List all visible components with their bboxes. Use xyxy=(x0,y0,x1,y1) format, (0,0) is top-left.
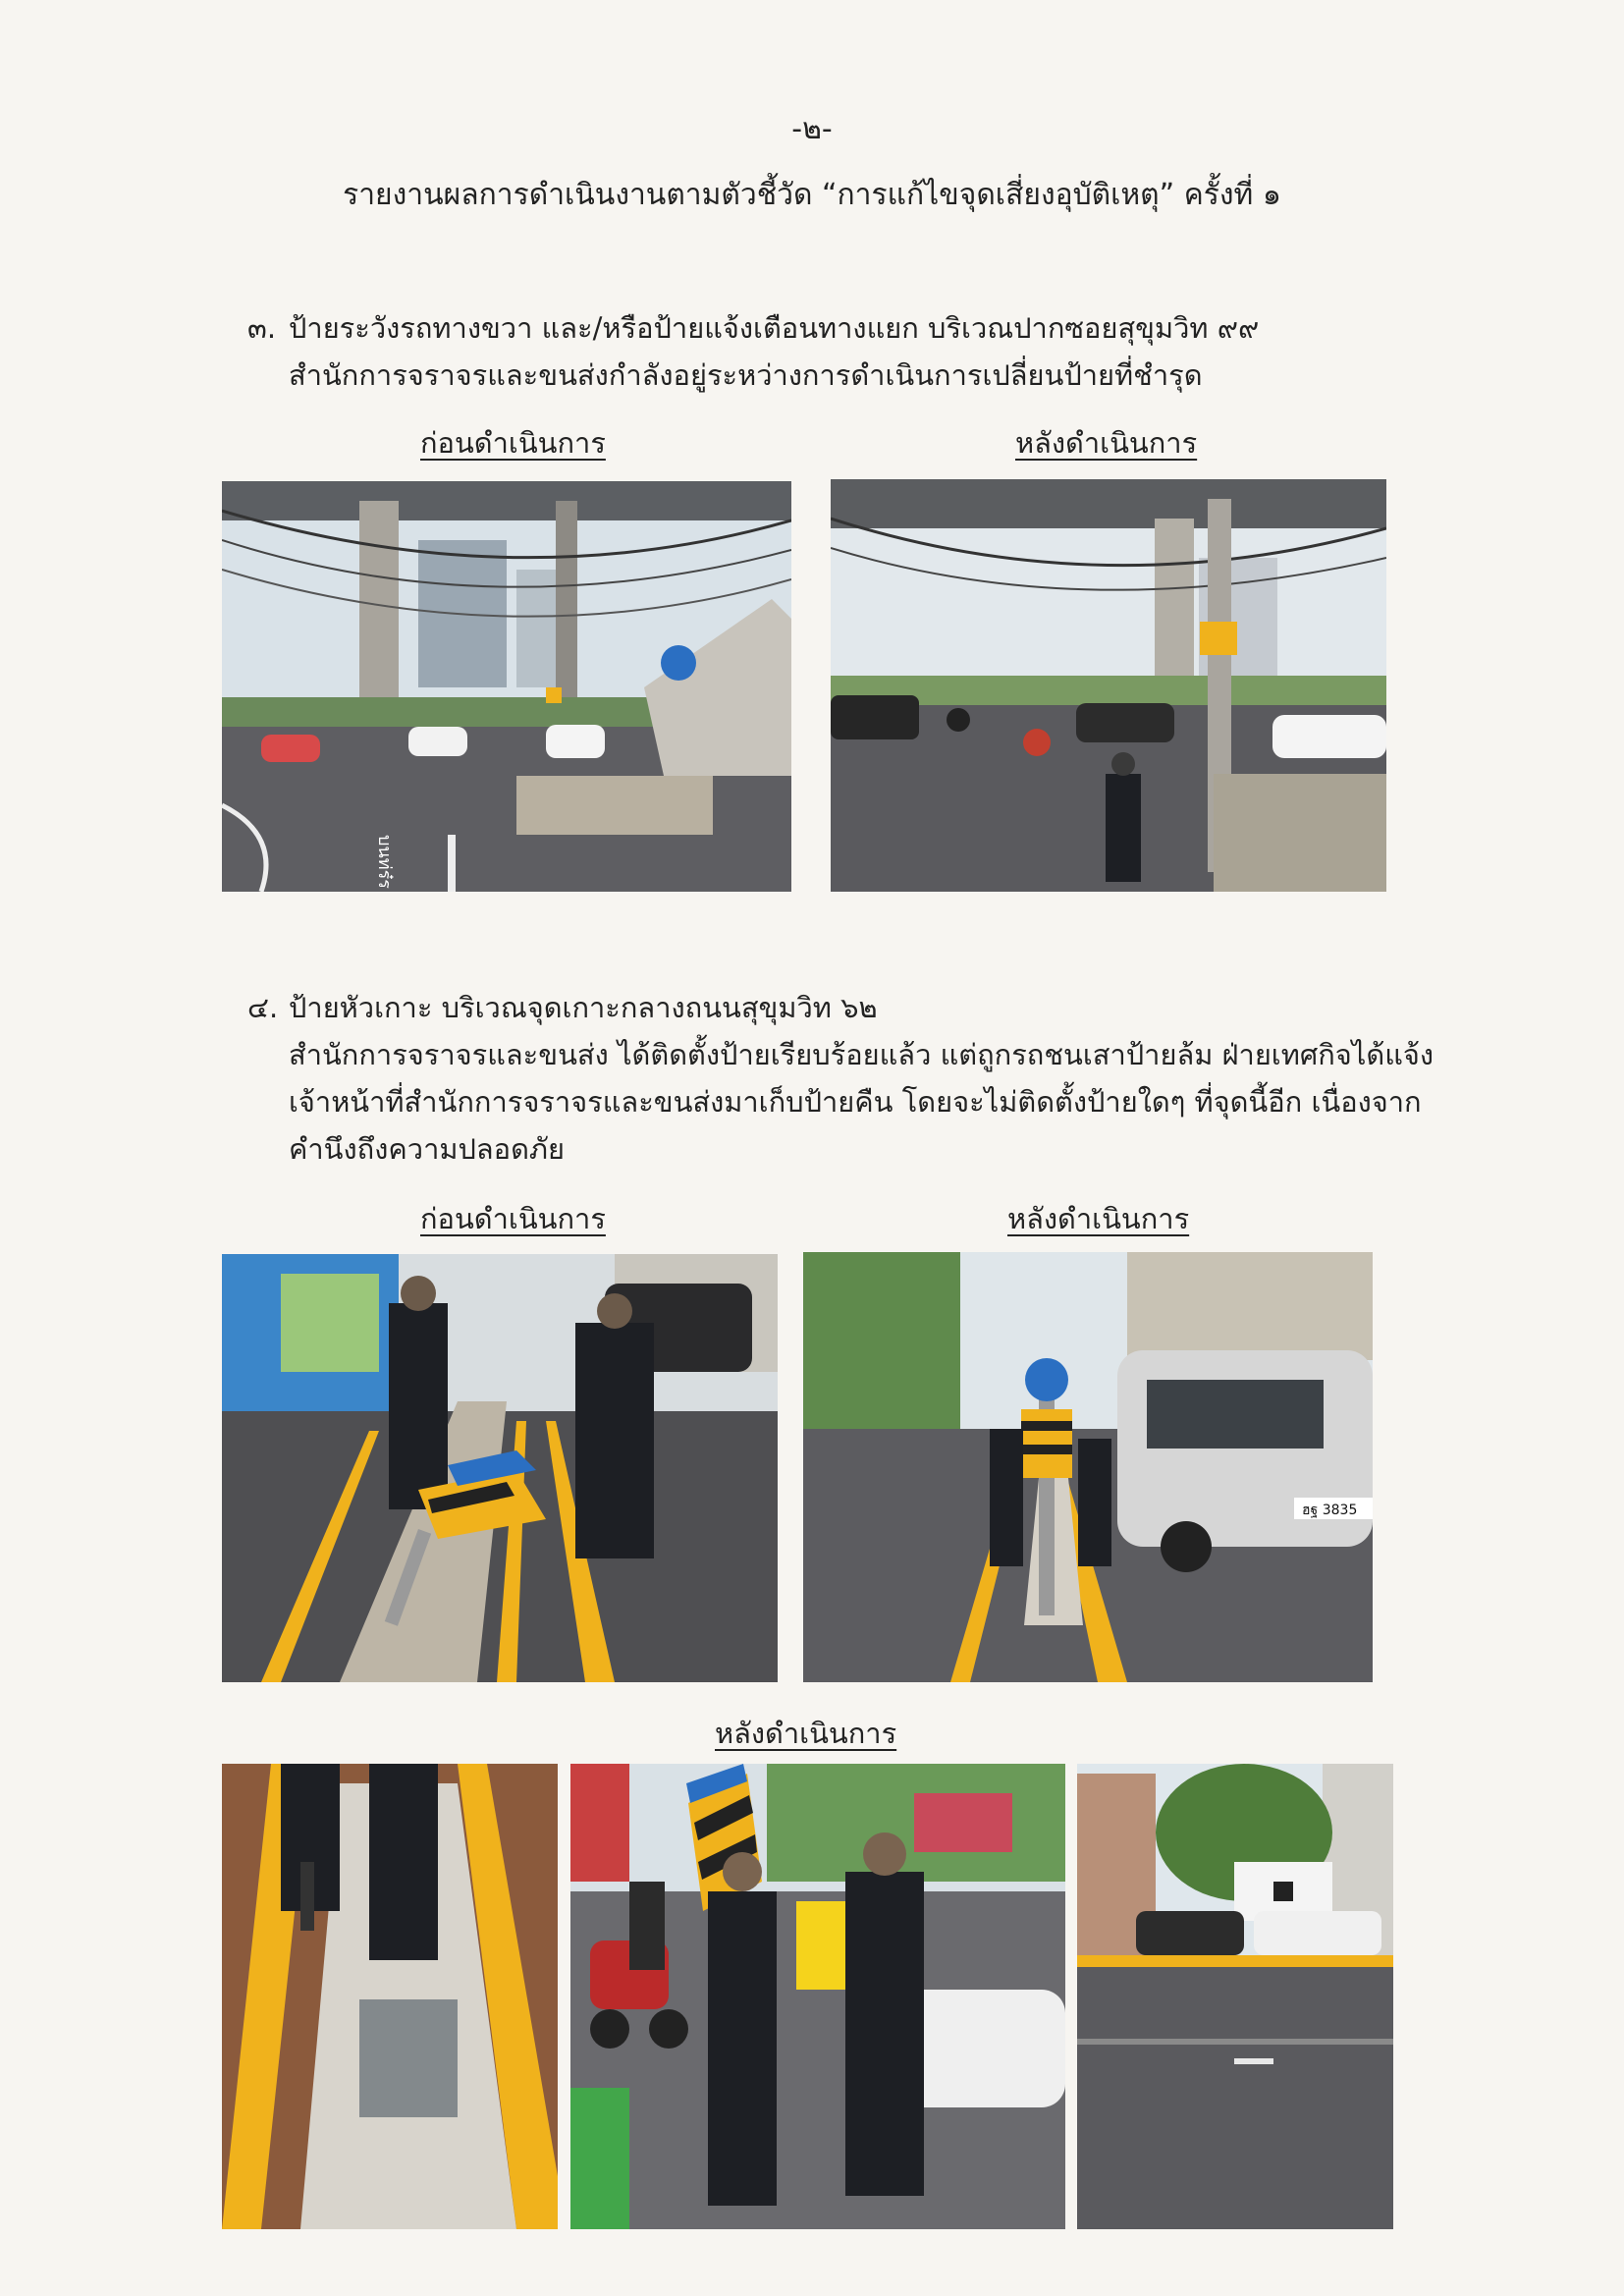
item4-number: ๔. xyxy=(247,991,279,1024)
item4-before-caption: ก่อนดำเนินการ xyxy=(420,1202,606,1235)
item4-line4: คำนึงถึงความปลอดภัย xyxy=(289,1132,566,1166)
item4-after-photo xyxy=(803,1252,1373,1682)
item4-line2: สำนักการจราจรและขนส่ง ได้ติดตั้งป้ายเรียบร้อยแล้ว แต่ถูกรถชนเสาป้ายล้ม ฝ่ายเทศกิจได้แจ้ง xyxy=(289,1038,1435,1071)
item4-paragraph xyxy=(247,984,1434,1173)
item3-line2: สำนักการจราจรและขนส่งกำลังอยู่ระหว่างการดำเนินการเปลี่ยนป้ายที่ชำรุด xyxy=(289,358,1203,392)
item3-number: ๓. xyxy=(247,311,277,345)
item4-bottom-caption: หลังดำเนินการ xyxy=(715,1717,897,1750)
item3-paragraph xyxy=(247,304,1259,399)
van-plate: ฮฐ 3835 xyxy=(1302,1503,1358,1518)
item4-after-photo-4 xyxy=(1077,1764,1393,2229)
item3-before-caption: ก่อนดำเนินการ xyxy=(420,426,606,460)
item4-line3: เจ้าหน้าที่สำนักการจราจรและขนส่งมาเก็บป้ายคืน โดยจะไม่ติดตั้งป้ายใดๆ ที่จุดนี้อีก เนื่องจาก xyxy=(289,1085,1422,1119)
page-title: รายงานผลการดำเนินงานตามตัวชี้วัด “การแก้ไขจุดเสี่ยงอุบัติเหตุ” ครั้งที่ ๑ xyxy=(343,178,1281,212)
item3-line1: ป้ายระวังรถทางขวา และ/หรือป้ายแจ้งเตือนทางแยก บริเวณปากซอยสุขุมวิท ๙๙ xyxy=(289,311,1260,345)
item3-after-photo xyxy=(831,479,1386,892)
item4-line1: ป้ายหัวเกาะ บริเวณจุดเกาะกลางถนนสุขุมวิท ๖๒ xyxy=(289,991,878,1024)
page-number: -๒- xyxy=(791,112,833,146)
item4-after-photo-3 xyxy=(570,1764,1065,2229)
item4-after-photo-2 xyxy=(222,1764,558,2229)
item3-before-photo xyxy=(222,481,791,892)
street-marking-text: บนท่ร๋ร xyxy=(374,835,395,889)
item4-after-caption: หลังดำเนินการ xyxy=(1007,1202,1190,1235)
item4-before-photo xyxy=(222,1254,778,1682)
item3-after-caption: หลังดำเนินการ xyxy=(1015,426,1198,460)
